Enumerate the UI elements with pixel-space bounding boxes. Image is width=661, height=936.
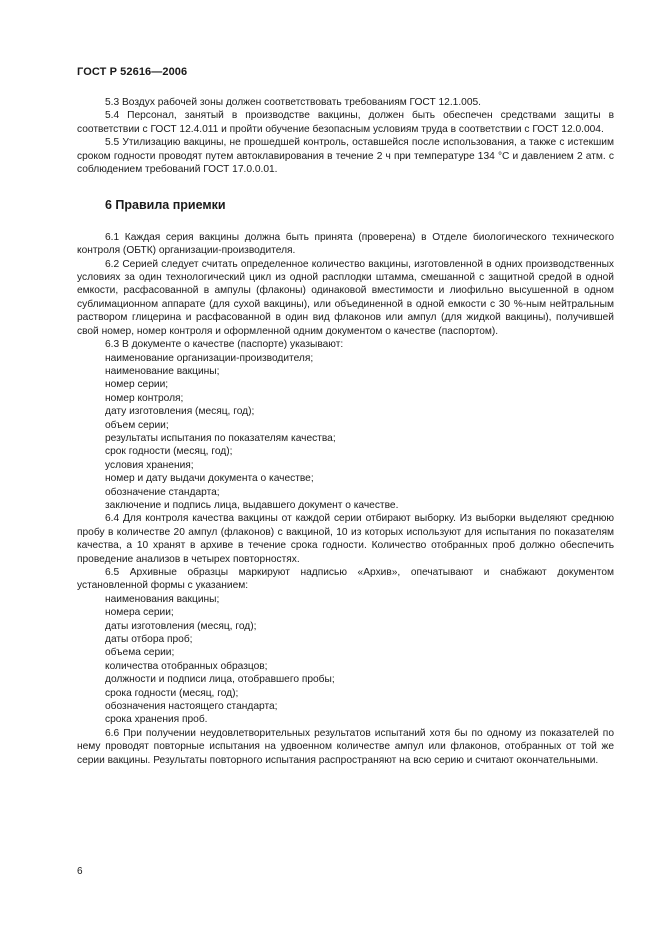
paragraph-6-3: 6.3 В документе о качестве (паспорте) указывают: <box>105 339 344 351</box>
paragraph-5-4: 5.4 Персонал, занятый в производстве вакцины, должен быть обеспечен средствами защиты в соответствии с ГОСТ 12.4.011 и пройти обучение безопасным условиям труда в соответствии с ГОСТ 12.0.004. <box>77 110 614 135</box>
list-item: срока годности (месяц, год); <box>105 687 239 699</box>
list-item: объем серии; <box>105 419 169 431</box>
list-item: наименование организации-производителя; <box>105 352 314 364</box>
list-item: срок годности (месяц, год); <box>105 446 233 458</box>
paragraph-6-1: 6.1 Каждая серия вакцины должна быть принята (проверена) в Отделе биологического технического контроля (ОБТК) организации-производителя. <box>77 231 614 257</box>
list-item: номер и дату выдачи документа о качестве; <box>105 473 314 485</box>
list-item: номер контроля; <box>105 392 184 404</box>
list-item: условия хранения; <box>105 459 194 471</box>
document-code-header: ГОСТ Р 52616—2006 <box>77 66 188 78</box>
paragraph-6-4: 6.4 Для контроля качества вакцины от каждой серии отбирают выборку. Из выборки выделяют среднюю пробу в количестве 20 ампул (флаконов) с вакциной, 10 из которых используют для испытания по показателям качества, а 10 хранят в архиве в течение срока годности. Количество отобранных проб должно обеспечить проведение анализов в четырех повторностях. <box>77 513 614 565</box>
list-item: должности и подписи лица, отобравшего пробы; <box>105 674 335 686</box>
list-item: даты отбора проб; <box>105 634 193 646</box>
list-6-3 <box>77 352 614 513</box>
list-6-5 <box>77 593 614 727</box>
list-item: обозначения настоящего стандарта; <box>105 701 278 713</box>
page-number: 6 <box>77 866 83 877</box>
list-item: объема серии; <box>105 647 175 659</box>
list-item: номер серии; <box>105 379 169 391</box>
list-item: наименования вакцины; <box>105 593 220 605</box>
paragraph-5-5: 5.5 Утилизацию вакцины, не прошедшей контроль, оставшейся после использования, а также с истекшим сроком годности проводят путем автоклавирования в течение 2 ч при температуре 134 °С и давлением 2 атм. с соблюдением требований ГОСТ 17.0.0.01. <box>77 137 614 176</box>
list-item: количества отобранных образцов; <box>105 660 268 672</box>
list-item: заключение и подпись лица, выдавшего документ о качестве. <box>105 499 399 511</box>
list-item: срока хранения проб. <box>105 714 208 726</box>
list-item: наименование вакцины; <box>105 365 220 377</box>
paragraph-6-5: 6.5 Архивные образцы маркируют надписью «Архив», опечатывают и снабжают документом установленной формы с указанием: <box>77 567 614 592</box>
list-item: даты изготовления (месяц, год); <box>105 620 257 632</box>
list-item: результаты испытания по показателям качества; <box>105 432 336 444</box>
list-item: номера серии; <box>105 607 174 619</box>
document-body <box>77 96 614 767</box>
paragraph-6-2: 6.2 Серией следует считать определенное количество вакцины, изготовленной в одних производственных условиях за один технологический цикл из одной расплодки штамма, смешанной с защитной средой в одной емкости, расфасованной в ампулы (флаконы) одинаковой вместимости и лиофильно высушенной в одном сублимационном аппарате (для сухой вакцины), или объединенной в одной емкости с 30 %-ным нейтральным раствором глицерина и расфасованной в один вид флаконов или ампул (для жидкой вакцины), получившей свой номер, номер контроля и оформленной одним документом о качестве (паспортом). <box>77 258 614 337</box>
list-item: обозначение стандарта; <box>105 486 220 498</box>
paragraph-6-6: 6.6 При получении неудовлетворительных результатов испытаний хотя бы по одному из показателей по нему проводят повторные испытания на удвоенном количестве ампул или флаконов, отобранных от той же серии вакцины. Результаты повторного испытания распространяют на всю серию и считают окончательными. <box>77 727 614 766</box>
section-6-title: 6 Правила приемки <box>105 198 226 213</box>
list-item: дату изготовления (месяц, год); <box>105 406 255 418</box>
paragraph-5-3: 5.3 Воздух рабочей зоны должен соответствовать требованиям ГОСТ 12.1.005. <box>105 97 481 108</box>
